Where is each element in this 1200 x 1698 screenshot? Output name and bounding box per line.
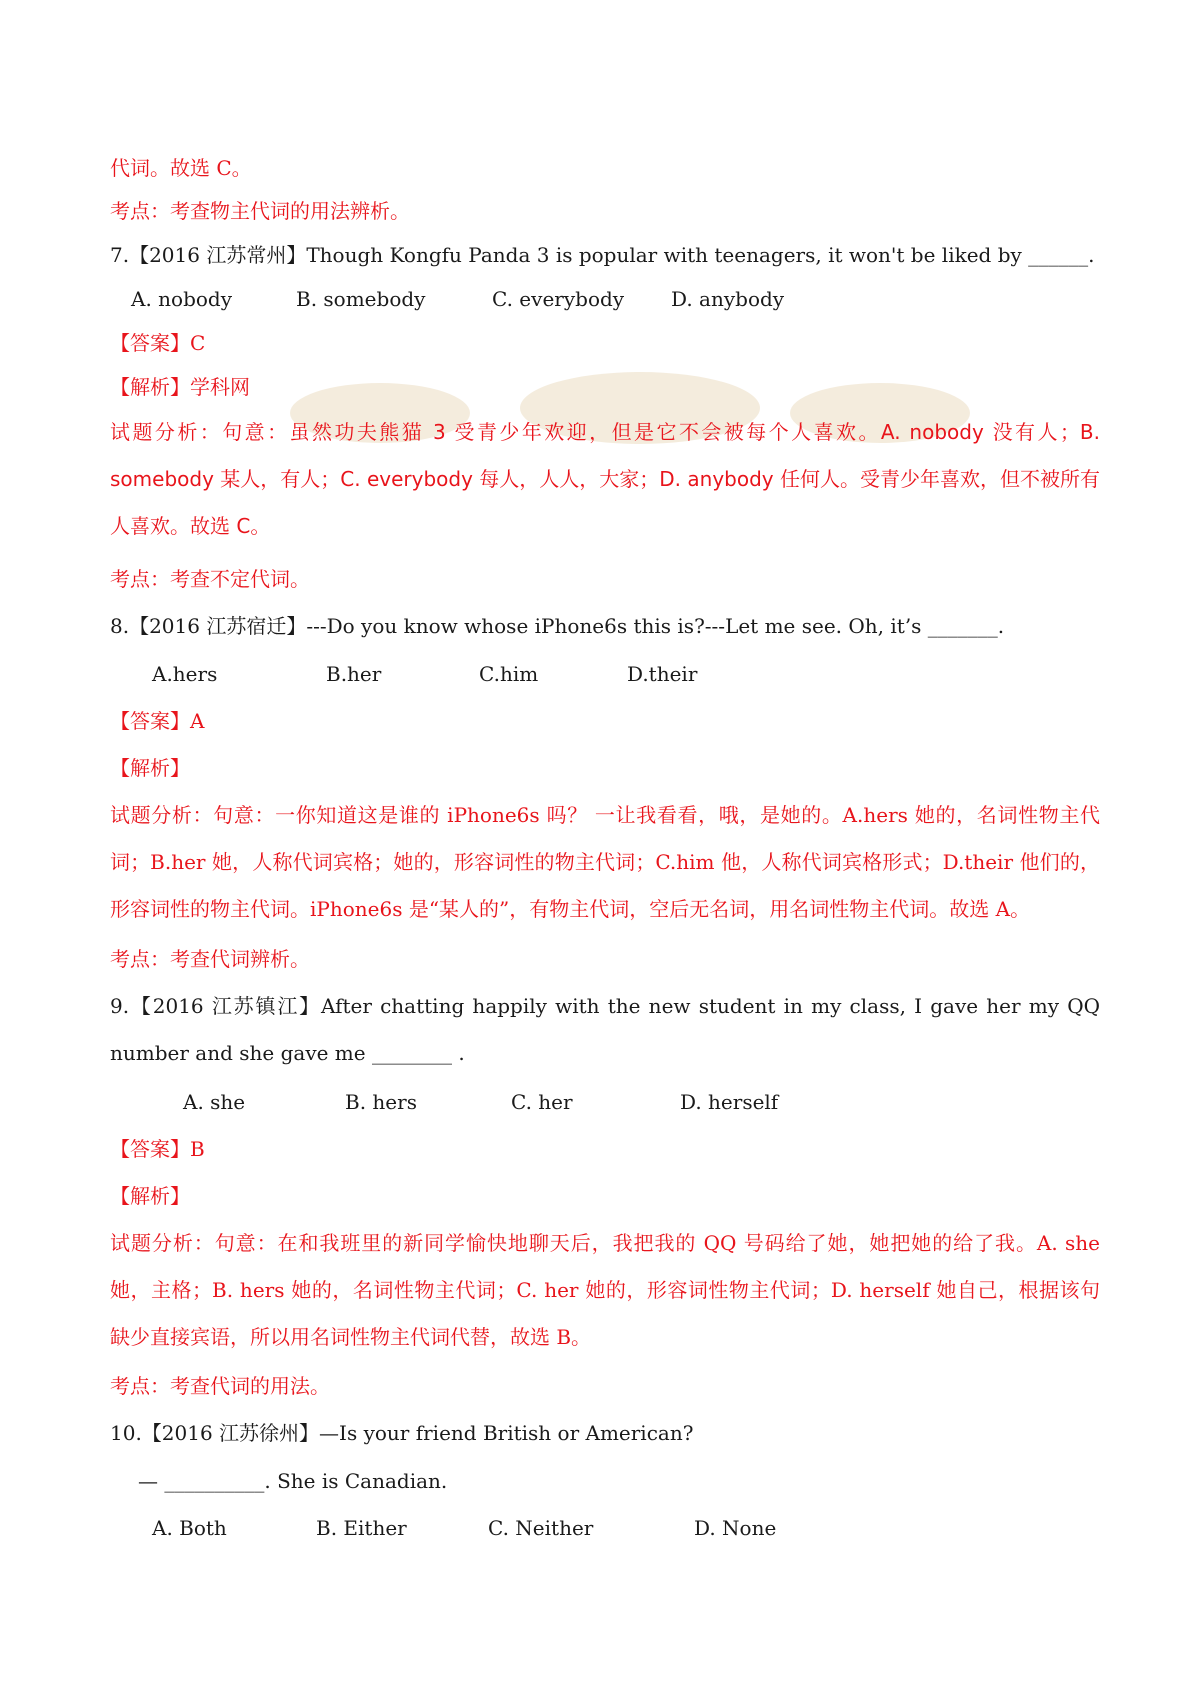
q9-option-d: D. herself [680, 1090, 779, 1114]
question-8: 8.【2016 江苏宿迁】---Do you know whose iPhone6s this is?---Let me see. Oh, it’s _______. [110, 614, 1005, 638]
q9-analysis: 试题分析：句意：在和我班里的新同学愉快地聊天后，我把我的 QQ 号码给了她，她把她的给了我。A. she 她，主格；B. hers 她的，名词性物主代词；C. her 她的，形容词性物主代词；D. herself 她自己，根据该句缺少直接宾语，所以用名词性物主代词代替，故选 B。 [110, 1231, 1100, 1349]
q8-option-b: B.her [326, 662, 382, 686]
q9-answer: 【答案】B [110, 1137, 205, 1161]
q9-option-a: A. she [183, 1090, 246, 1114]
q8-answer: 【答案】A [110, 709, 205, 733]
prev-analysis-tail: 代词。故选 C。 [110, 156, 252, 180]
q9-point: 考点：考查代词的用法。 [110, 1374, 330, 1398]
q7-point: 考点：考查不定代词。 [110, 567, 310, 591]
q7-option-d: D. anybody [671, 287, 785, 311]
q10-option-c: C. Neither [488, 1516, 594, 1540]
q8-analysis: 试题分析：句意：一你知道这是谁的 iPhone6s 吗？ 一让我看看，哦，是她的。A.hers 她的，名词性物主代词；B.her 她，人称代词宾格；她的，形容词性的物主代词；C.him 他，人称代词宾格形式；D.their 他们的，形容词性的物主代词。iPhone6s 是“某人的”，有物主代词，空后无名词，用名词性物主代词。故选 A。 [110, 803, 1100, 921]
q9-option-c: C. her [511, 1090, 573, 1114]
q10-option-a: A. Both [152, 1516, 227, 1540]
q7-option-b: B. somebody [296, 287, 426, 311]
question-7: 7.【2016 江苏常州】Though Kongfu Panda 3 is popular with teenagers, it won't be liked by ______. [110, 243, 1095, 267]
q10-option-d: D. None [694, 1516, 777, 1540]
q7-answer: 【答案】C [110, 331, 206, 355]
prev-point: 考点：考查物主代词的用法辨析。 [110, 199, 410, 223]
q7-analysis: 试题分析：句意：虽然功夫熊猫 3 受青少年欢迎，但是它不会被每个人喜欢。A. nobody 没有人；B. somebody 某人，有人；C. everybody 每人，人人，大家；D. anybody 任何人。受青少年喜欢，但不被所有人喜欢。故选 C。 [110, 420, 1100, 538]
question-10-line2: — __________. She is Canadian. [138, 1469, 448, 1493]
q8-point: 考点：考查代词辨析。 [110, 947, 310, 971]
q8-option-d: D.their [627, 662, 698, 686]
q8-analysis-heading: 【解析】 [110, 756, 190, 780]
question-9: 9.【2016 江苏镇江】After chatting happily with the new student in my class, I gave her my QQ number and she gave me ________ . [110, 994, 1100, 1065]
q9-analysis-heading: 【解析】 [110, 1184, 190, 1208]
q9-option-b: B. hers [345, 1090, 417, 1114]
q10-option-b: B. Either [316, 1516, 407, 1540]
q8-option-c: C.him [479, 662, 539, 686]
q7-option-c: C. everybody [492, 287, 625, 311]
q8-option-a: A.hers [152, 662, 218, 686]
q7-option-a: A. nobody [131, 287, 233, 311]
question-10: 10.【2016 江苏徐州】—Is your friend British or American? [110, 1421, 694, 1445]
q7-analysis-heading: 【解析】学科网 [110, 375, 250, 399]
